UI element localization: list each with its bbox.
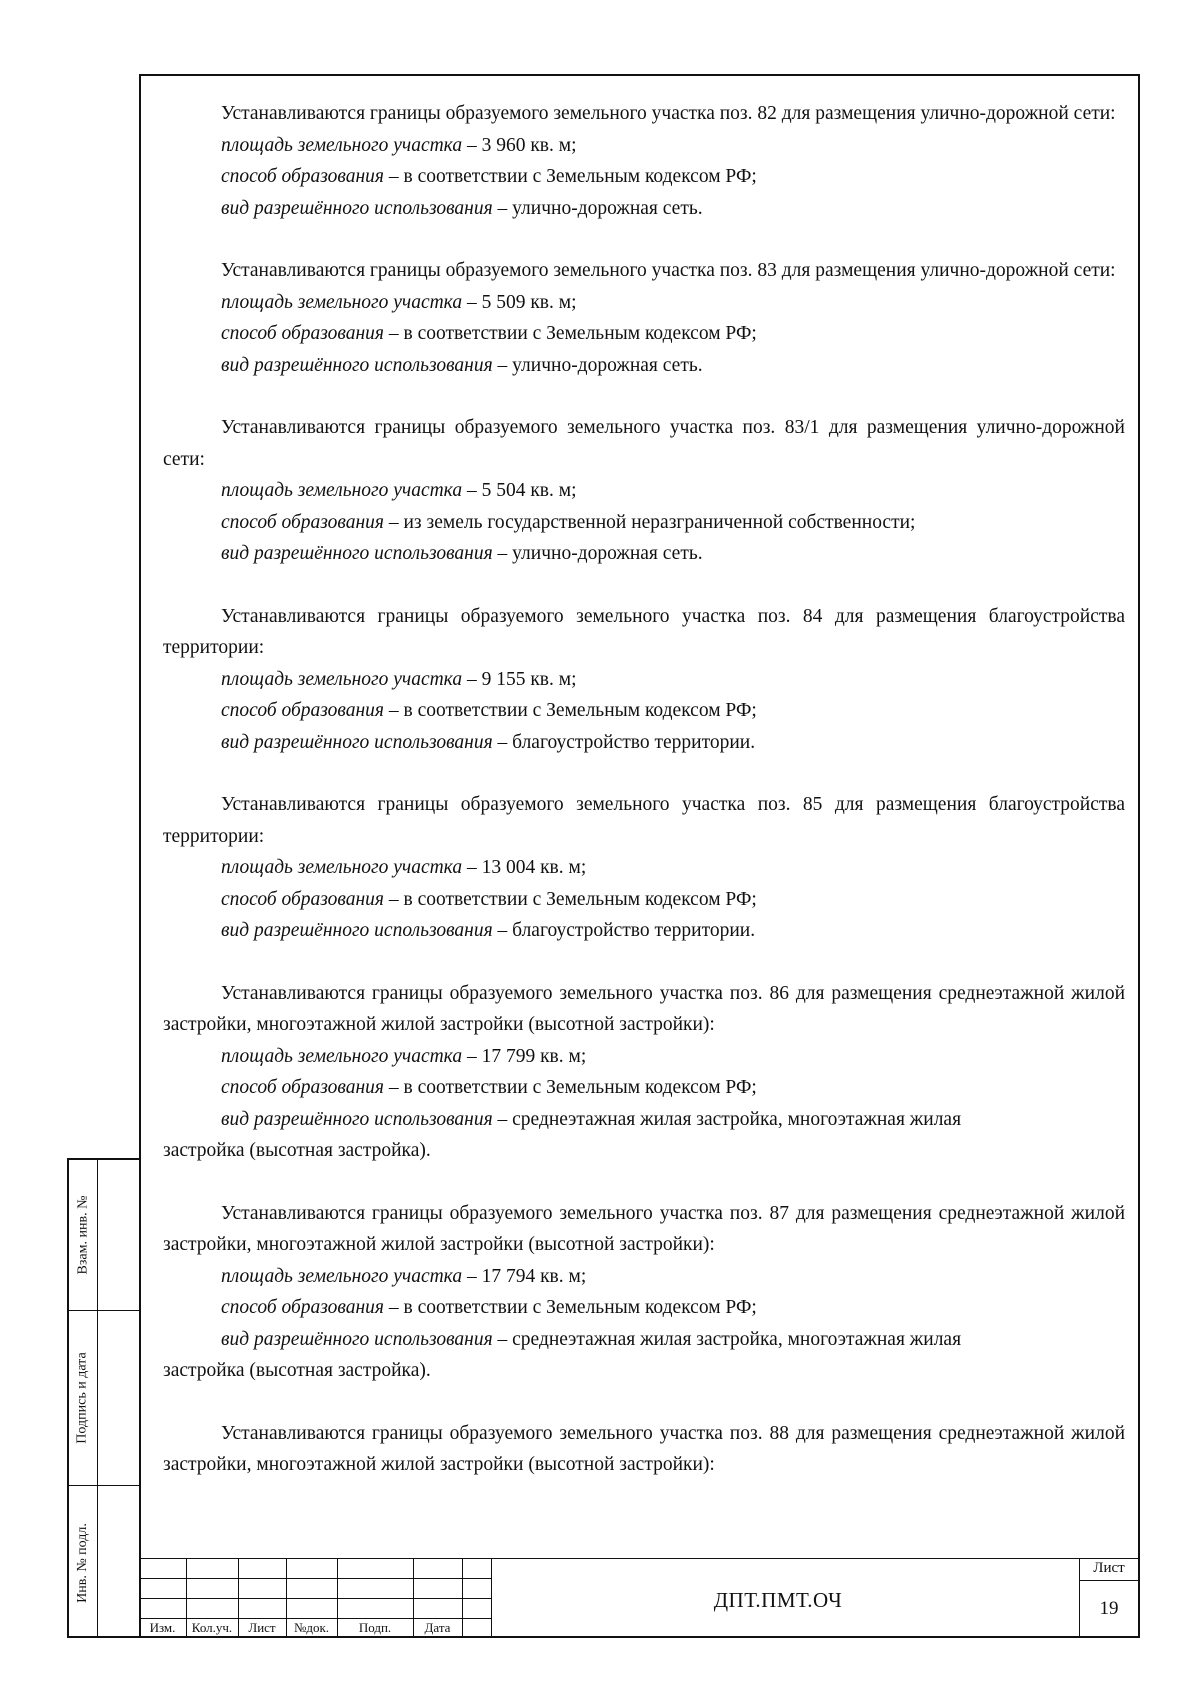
document-body <box>163 98 1125 1512</box>
use-line-continued: застройка (высотная застройка). <box>163 1140 431 1161</box>
use-line: вид разрешённого использования – среднеэтажная жилая застройка, многоэтажная жилая <box>221 1328 962 1350</box>
paragraph-intro: Устанавливаются границы образуемого земельного участка поз. 83/1 для размещения улично-дорожной сети: <box>163 417 1125 470</box>
col-label-date: Дата <box>424 1620 451 1635</box>
area-line: площадь земельного участка – 5 504 кв. м; <box>221 480 577 501</box>
paragraph-intro: Устанавливаются границы образуемого земельного участка поз. 85 для размещения благоустройства территории: <box>163 794 1126 847</box>
use-line: вид разрешённого использования – благоустройство территории. <box>221 920 756 941</box>
paragraph-intro: Устанавливаются границы образуемого земельного участка поз. 88 для размещения среднеэтажной жилой застройки, многоэтажной жилой застройки (высотной застройки): <box>163 1422 1125 1475</box>
title-block <box>139 1558 1140 1638</box>
use-line: вид разрешённого использования – благоустройство территории. <box>221 731 756 753</box>
use-line: вид разрешённого использования – улично-дорожная сеть. <box>221 543 703 564</box>
area-line: площадь земельного участка – 13 004 кв. м; <box>221 857 587 878</box>
method-line: способ образования – в соответствии с Земельным кодексом РФ; <box>221 700 757 721</box>
method-line: способ образования – в соответствии с Земельным кодексом РФ; <box>221 1297 757 1318</box>
col-label-doc: №док. <box>293 1620 330 1635</box>
paragraph-intro: Устанавливаются границы образуемого земельного участка поз. 84 для размещения благоустройства территории: <box>163 605 1126 658</box>
sheet-label: Лист <box>1093 1560 1125 1576</box>
document-code: ДПТ.ПМТ.ОЧ <box>713 1588 843 1612</box>
stamp-sign-date: Подпись и дата <box>75 1351 91 1444</box>
area-line: площадь земельного участка – 9 155 кв. м; <box>221 668 577 690</box>
use-line-continued: застройка (высотная застройка). <box>163 1360 431 1381</box>
area-line: площадь земельного участка – 17 794 кв. м; <box>221 1265 587 1287</box>
paragraph-intro: Устанавливаются границы образуемого земельного участка поз. 87 для размещения среднеэтажной жилой застройки, многоэтажной жилой застройки (высотной застройки): <box>163 1202 1125 1255</box>
stamp-inv-replace: Взам. инв. № <box>75 1195 90 1275</box>
side-stamp <box>67 1158 139 1638</box>
land-plot-paragraph <box>163 601 1125 759</box>
land-plot-paragraph <box>163 789 1125 947</box>
paragraph-intro: Устанавливаются границы образуемого земельного участка поз. 86 для размещения среднеэтажной жилой застройки, многоэтажной жилой застройки (высотной застройки): <box>163 982 1125 1035</box>
method-line: способ образования – в соответствии с Земельным кодексом РФ; <box>221 166 757 187</box>
col-label-sign: Подп. <box>358 1620 392 1635</box>
method-line: способ образования – в соответствии с Земельным кодексом РФ; <box>221 323 757 344</box>
use-line: вид разрешённого использования – улично-дорожная сеть. <box>221 197 703 219</box>
method-line: способ образования – в соответствии с Земельным кодексом РФ; <box>221 888 757 910</box>
sheet-number: 19 <box>1099 1598 1119 1619</box>
land-plot-paragraph <box>163 412 1125 570</box>
use-line: вид разрешённого использования – среднеэтажная жилая застройка, многоэтажная жилая <box>221 1108 962 1130</box>
method-line: способ образования – из земель государственной неразграниченной собственности; <box>221 511 916 533</box>
paragraph-intro: Устанавливаются границы образуемого земельного участка поз. 83 для размещения улично-дорожной сети: <box>221 260 1116 281</box>
land-plot-paragraph <box>163 978 1125 1167</box>
col-label-sheet: Лист <box>248 1620 276 1635</box>
area-line: площадь земельного участка – 3 960 кв. м; <box>221 134 577 156</box>
land-plot-paragraph <box>163 98 1125 224</box>
land-plot-paragraph <box>163 255 1125 381</box>
land-plot-paragraph <box>163 1418 1125 1481</box>
paragraph-intro: Устанавливаются границы образуемого земельного участка поз. 82 для размещения улично-дорожной сети: <box>221 103 1116 124</box>
use-line: вид разрешённого использования – улично-дорожная сеть. <box>221 354 703 376</box>
area-line: площадь земельного участка – 5 509 кв. м; <box>221 291 577 313</box>
stamp-inv-original: Инв. № подл. <box>75 1522 90 1603</box>
method-line: способ образования – в соответствии с Земельным кодексом РФ; <box>221 1077 757 1098</box>
land-plot-paragraph <box>163 1198 1125 1387</box>
col-label-count: Кол.уч. <box>191 1620 233 1635</box>
col-label-change: Изм. <box>149 1620 176 1635</box>
area-line: площадь земельного участка – 17 799 кв. м; <box>221 1045 587 1067</box>
